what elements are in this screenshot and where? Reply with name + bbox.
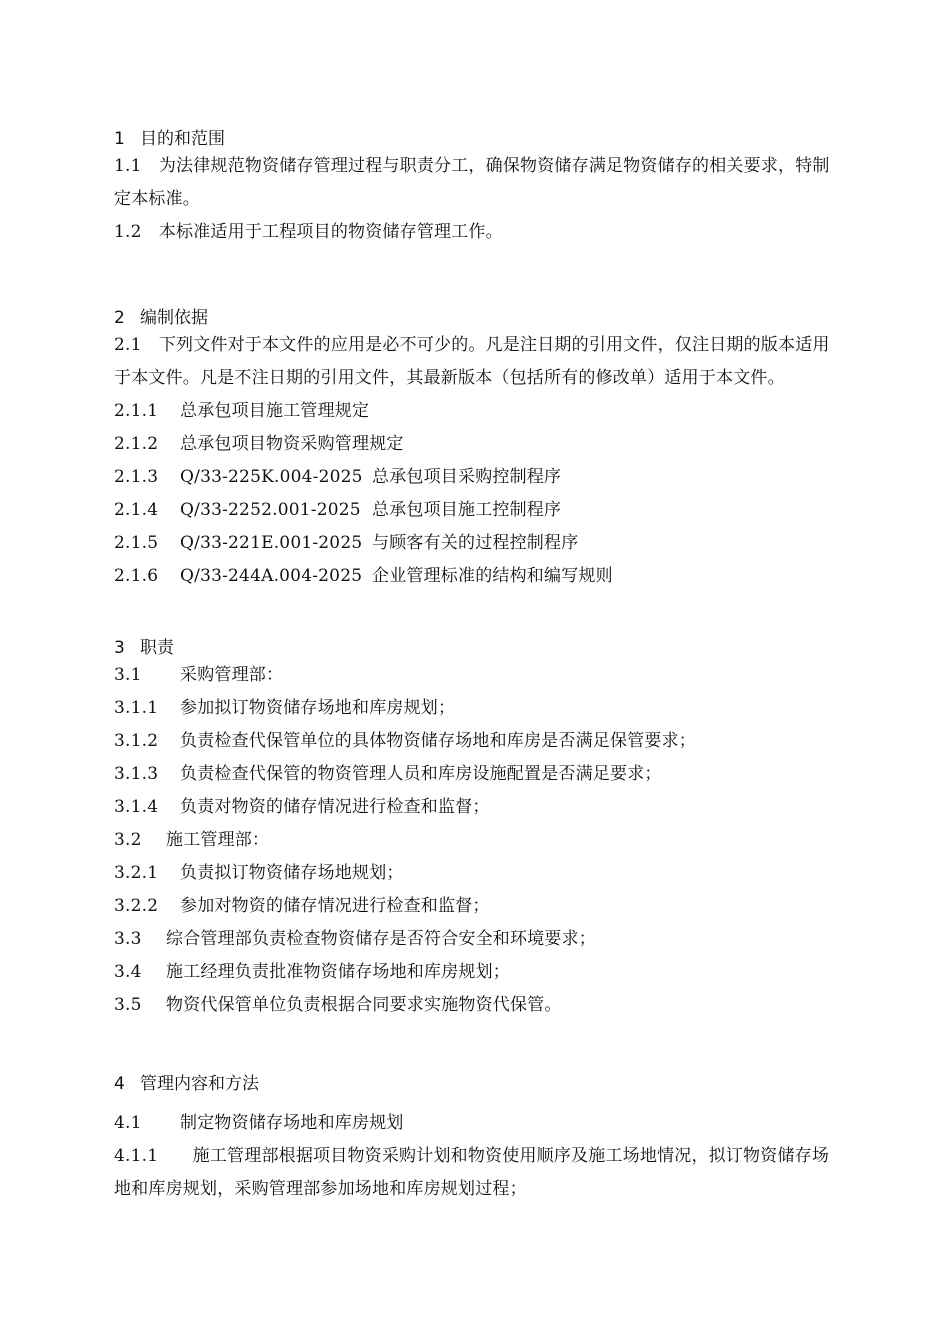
- clause-4-1-1: 4.1.1 施工管理部根据项目物资采购计划和物资使用顺序及施工场地情况，拟订物资储存场地和库房规划，采购管理部参加场地和库房规划过程；: [114, 1146, 830, 1199]
- clause-3-1-1: 3.1.1 参加拟订物资储存场地和库房规划；: [114, 698, 456, 718]
- clause-3-3: 3.3 综合管理部负责检查物资储存是否符合安全和环境要求；: [114, 929, 596, 949]
- clause-2-1: 2.1 下列文件对于本文件的应用是必不可少的。凡是注日期的引用文件，仅注日期的版本适用于本文件。凡是不注日期的引用文件，其最新版本（包括所有的修改单）适用于本文件。: [114, 335, 830, 388]
- clause-4-1: 4.1 制定物资储存场地和库房规划: [114, 1113, 404, 1133]
- clause-3-1-2: 3.1.2 负责检查代保管单位的具体物资储存场地和库房是否满足保管要求；: [114, 731, 696, 751]
- clause-2-1-3: 2.1.3 Q/33-225K.004-2025 总承包项目采购控制程序: [114, 467, 562, 487]
- clause-2-1-1: 2.1.1 总承包项目施工管理规定: [114, 401, 370, 421]
- clause-2-1-6: 2.1.6 Q/33-244A.004-2025 企业管理标准的结构和编写规则: [114, 566, 613, 586]
- clause-3-1: 3.1 采购管理部：: [114, 665, 284, 685]
- clause-3-1-3: 3.1.3 负责检查代保管的物资管理人员和库房设施配置是否满足要求；: [114, 764, 662, 784]
- clause-3-1-4: 3.1.4 负责对物资的储存情况进行检查和监督；: [114, 797, 490, 817]
- document-body: [114, 128, 839, 1206]
- section-heading-4: 4 管理内容和方法: [114, 1074, 259, 1094]
- section-heading-2: 2 编制依据: [114, 308, 208, 328]
- clause-1-2: 1.2 本标准适用于工程项目的物资储存管理工作。: [114, 222, 503, 242]
- clause-3-2: 3.2 施工管理部：: [114, 830, 270, 850]
- clause-3-5: 3.5 物资代保管单位负责根据合同要求实施物资代保管。: [114, 995, 562, 1015]
- clause-3-2-1: 3.2.1 负责拟订物资储存场地规划；: [114, 863, 404, 883]
- clause-2-1-4: 2.1.4 Q/33-2252.001-2025 总承包项目施工控制程序: [114, 500, 562, 520]
- clause-3-2-2: 3.2.2 参加对物资的储存情况进行检查和监督；: [114, 896, 490, 916]
- clause-2-1-5: 2.1.5 Q/33-221E.001-2025 与顾客有关的过程控制程序: [114, 533, 579, 553]
- clause-3-4: 3.4 施工经理负责批准物资储存场地和库房规划；: [114, 962, 510, 982]
- section-heading-1: 1 目的和范围: [114, 129, 225, 149]
- clause-1-1: 1.1 为法律规范物资储存管理过程与职责分工，确保物资储存满足物资储存的相关要求，特制定本标准。: [114, 156, 830, 209]
- clause-2-1-2: 2.1.2 总承包项目物资采购管理规定: [114, 434, 404, 454]
- section-heading-3: 3 职责: [114, 638, 174, 658]
